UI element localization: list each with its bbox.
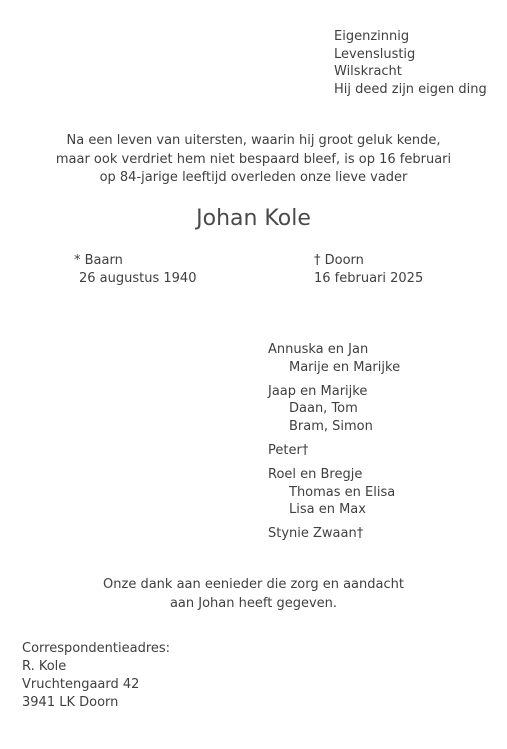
death-place: † Doorn	[314, 253, 364, 268]
family-parents: Peter†	[268, 442, 309, 458]
family-group	[268, 525, 400, 543]
intro-text	[0, 132, 507, 188]
family-parents: Jaap en Marijke	[268, 383, 368, 399]
thanks-line: aan Johan heeft gegeven.	[169, 595, 338, 611]
family-children: Lisa en Max	[289, 502, 366, 518]
family-group	[268, 383, 400, 436]
family-children: Marije en Marijke	[289, 359, 401, 375]
intro-line: maar ook verdriet hem niet bespaard bleef, is op 16 februari	[55, 151, 452, 167]
thanks-line: Onze dank aan eenieder die zorg en aandacht	[103, 577, 404, 592]
family-group	[268, 341, 400, 377]
motto-line: Wilskracht	[334, 64, 402, 79]
motto-line: Levenslustig	[334, 46, 416, 62]
family-list	[268, 341, 400, 549]
address-name: R. Kole	[22, 659, 67, 674]
deceased-name: Johan Kole	[196, 206, 311, 231]
birth-place: * Baarn	[74, 253, 123, 268]
family-parents: Roel en Bregje	[268, 466, 363, 482]
correspondence-address	[22, 640, 170, 712]
family-children: Daan, Tom	[289, 401, 358, 417]
thanks-text	[0, 576, 507, 613]
intro-line: Na een leven van uitersten, waarin hij groot geluk kende,	[66, 133, 441, 148]
motto-line: Eigenzinnig	[334, 29, 410, 44]
intro-line: op 84-jarige leeftijd overleden onze lieve vader	[99, 170, 408, 185]
motto	[334, 28, 487, 98]
family-group	[268, 442, 400, 460]
birth-info	[74, 252, 196, 288]
family-group	[268, 466, 400, 519]
family-children: Bram, Simon	[289, 419, 373, 435]
death-info	[314, 252, 423, 288]
address-label: Correspondentieadres:	[22, 641, 171, 656]
family-parents: Annuska en Jan	[268, 342, 369, 357]
motto-line: Hij deed zijn eigen ding	[334, 81, 487, 97]
family-children: Thomas en Elisa	[289, 484, 396, 500]
address-street: Vruchtengaard 42	[22, 677, 140, 692]
family-parents: Stynie Zwaan†	[268, 526, 364, 542]
death-date: 16 februari 2025	[314, 271, 424, 286]
address-city: 3941 LK Doorn	[22, 695, 119, 710]
birth-date: 26 augustus 1940	[79, 271, 197, 286]
